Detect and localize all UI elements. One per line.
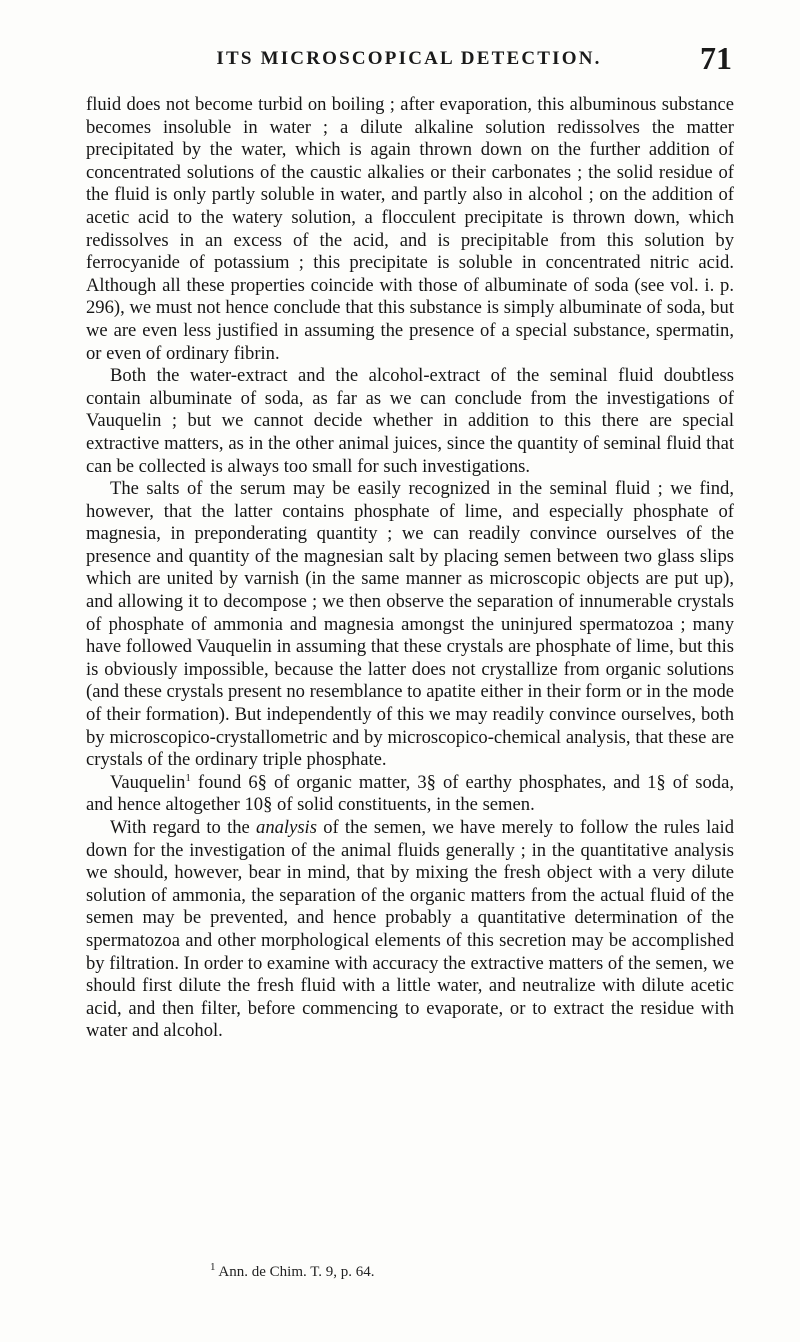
analysis-lead: With regard to the	[110, 817, 257, 838]
analysis-term: analysis	[256, 817, 317, 838]
paragraph-analysis	[86, 817, 734, 1043]
analysis-rest: of the semen, we have merely to follow the rules laid down for the investigation of the animal fluids generally ; in the quantitative analysis we should, however, bear in mind, that by mixing the fresh object with a very dilute solution of ammonia, the separation of the organic matters from the actual fluid of the semen may be prevented, and hence probably a quantitative determination of the spermatozoa and other morphological elements of this secretion may be accomplished by filtration. In order to examine with accuracy the extractive matters of the semen, we should first dilute the fresh fluid with a little water, and neutralize with dilute acetic acid, and then filter, before commencing to evaporate, or to extract the residue with water and alcohol.	[86, 817, 734, 1042]
paragraph-continuation: fluid does not become turbid on boiling ; after evaporation, this albuminous substance becomes insoluble in water ; a dilute alkaline solution redissolves the matter precipitated by the water, which is again thrown down on the further addition of concentrated solutions of the caustic alkalies or their carbonates ; the solid residue of the fluid is only partly soluble in water, and partly also in alcohol ; on the addition of acetic acid to the watery solution, a flocculent precipitate is thrown down, which redissolves in an excess of the acid, and is precipitable from this solution by ferrocyanide of potassium ; this precipitate is soluble in concentrated nitric acid. Although all these properties coincide with those of albuminate of soda (see vol. i. p. 296), we must not hence conclude that this substance is simply albuminate of soda, but we are even less justified in assuming the presence of a special substance, spermatin, or even of ordinary fibrin.	[86, 94, 734, 364]
page-number: 71	[700, 40, 732, 76]
footnote-mark: 1	[210, 1261, 216, 1273]
paragraph-vauquelin	[86, 772, 734, 817]
paragraph-salts: The salts of the serum may be easily recognized in the seminal fluid ; we find, however, that the latter contains phosphate of lime, and especially phosphate of magnesia, in preponderating quantity ; we can readily convince ourselves of the presence and quantity of the magnesian salt by placing semen between two glass slips which are united by varnish (in the same manner as microscopic objects are put up), and allowing it to decompose ; we then observe the separation of innumerable crystals of phosphate of ammonia and magnesia amongst the uninjured spermatozoa ; many have followed Vauquelin in assuming that these crystals are phosphate of lime, but this is obviously impossible, because the latter does not crystallize from organic solutions (and these crystals present no resemblance to apatite either in their form or in the mode of their formation). But independently of this we may readily convince ourselves, both by microscopico-crystallometric and by microscopico-chemical analysis, that these are crystals of the ordinary triple phosphate.	[86, 478, 734, 771]
running-title: ITS MICROSCOPICAL DETECTION.	[216, 48, 602, 69]
footnote-reference: 1	[185, 771, 191, 784]
footnote-text: Ann. de Chim. T. 9, p. 64.	[215, 1264, 375, 1280]
footnote	[210, 1261, 375, 1281]
paragraph-extracts: Both the water-extract and the alcohol-extract of the seminal fluid doubtless contain albuminate of soda, as far as we can conclude from the investigations of Vauquelin ; but we cannot decide whether in addition to this there are special extractive matters, as in the other animal juices, since the quantity of seminal fluid that can be collected is always too small for such investigations.	[86, 365, 734, 477]
body-text	[86, 94, 734, 1043]
author-name: Vauquelin	[110, 771, 186, 793]
running-head	[86, 40, 732, 80]
vauquelin-findings: found 6§ of organic matter, 3§ of earthy phosphates, and 1§ of soda, and hence altogether 10§ of solid constituents, in the semen.	[86, 771, 734, 816]
